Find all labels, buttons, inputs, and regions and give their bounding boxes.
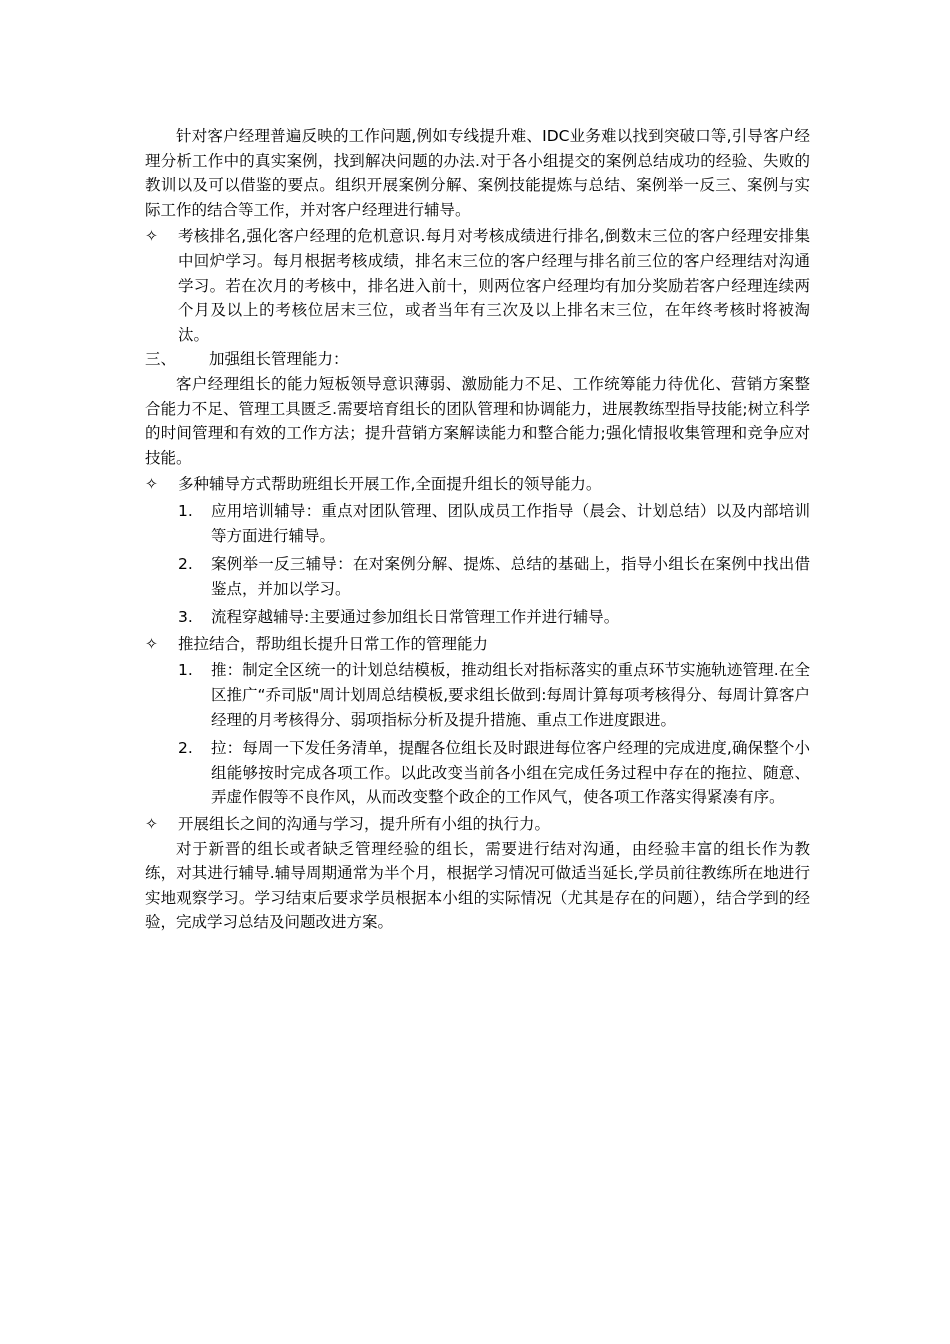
- bullet-text: 推拉结合，帮助组长提升日常工作的管理能力: [178, 634, 489, 653]
- list-text: 推：制定全区统一的计划总结模板，推动组长对指标落实的重点环节实施轨迹管理.在全区推广“乔司版"周计划周总结模板,要求组长做到:每周计算每项考核得分、每周计算客户经理的月考核得分、弱项指标分析及提升措施、重点工作进度跟进。: [211, 661, 810, 729]
- bullet-text: 考核排名,强化客户经理的危机意识.每月对考核成绩进行排名,倒数末三位的客户经理安排集中回炉学习。每月根据考核成绩，排名末三位的客户经理与排名前三位的客户经理结对沟通学习。若在次月的考核中，排名进入前十，则两位客户经理均有加分奖励若客户经理连续两个月及以上的考核位居末三位，或者当年有三次及以上排名末三位，在年终考核时将被淘汰。: [178, 227, 810, 344]
- list-text: 流程穿越辅导:主要通过参加组长日常管理工作并进行辅导。: [211, 608, 620, 627]
- paragraph-leader-ability: 客户经理组长的能力短板领导意识薄弱、激励能力不足、工作统筹能力待优化、营销方案整合能力不足、管理工具匮乏.需要培育组长的团队管理和协调能力，进展教练型指导技能;树立科学的时间管理和有效的工作方法；提升营销方案解读能力和整合能力;强化情报收集管理和竞争应对技能。: [145, 374, 810, 467]
- paragraph-pairing: 对于新晋的组长或者缺乏管理经验的组长，需要进行结对沟通，由经验丰富的组长作为教练，对其进行辅导.辅导周期通常为半个月，根据学习情况可做适当延长,学员前往教练所在地进行实地观察学习。学习结束后要求学员根据本小组的实际情况（尤其是存在的问题），结合学到的经验，完成学习总结及问题改进方案。: [145, 839, 810, 932]
- list-text: 案例举一反三辅导：在对案例分解、提炼、总结的基础上，指导小组长在案例中找出借鉴点，并加以学习。: [211, 555, 810, 598]
- list-number: 1.: [178, 661, 193, 680]
- list-text: 应用培训辅导：重点对团队管理、团队成员工作指导（晨会、计划总结）以及内部培训等方面进行辅导。: [211, 501, 810, 545]
- diamond-bullet-icon: ✧: [145, 634, 158, 653]
- diamond-bullet-icon: ✧: [145, 475, 158, 494]
- bullet-text: 多种辅导方式帮助班组长开展工作,全面提升组长的领导能力。: [178, 475, 602, 494]
- list-number: 2.: [178, 739, 193, 758]
- list-number: 1.: [178, 501, 193, 520]
- list-text: 拉：每周一下发任务清单，提醒各位组长及时跟进每位客户经理的完成进度,确保整个小组能够按时完成各项工作。以此改变当前各小组在完成任务过程中存在的拖拉、随意、弄虚作假等不良作风，从而改变整个政企的工作风气，使各项工作落实得紧凑有序。: [211, 739, 810, 807]
- section-title: 加强组长管理能力：: [209, 350, 349, 369]
- list-item: [145, 499, 810, 548]
- diamond-bullet-icon: ✧: [145, 227, 158, 246]
- section-number: 三、: [145, 350, 177, 369]
- bullet-text: 开展组长之间的沟通与学习，提升所有小组的执行力。: [178, 815, 551, 834]
- bullet-item-communication: [145, 812, 810, 837]
- bullet-item-ranking: [145, 224, 810, 347]
- list-number: 2.: [178, 555, 193, 574]
- bullet-item-coaching: [145, 472, 810, 497]
- list-item: [145, 552, 810, 601]
- bullet-item-push-pull: [145, 632, 810, 657]
- list-item: [145, 658, 810, 732]
- list-number: 3.: [178, 608, 193, 627]
- paragraph-case-analysis: 针对客户经理普遍反映的工作问题,例如专线提升难、IDC业务难以找到突破口等,引导客户经理分析工作中的真实案例，找到解决问题的办法.对于各小组提交的案例总结成功的经验、失败的教训以及可以借鉴的要点。组织开展案例分解、案例技能提炼与总结、案例举一反三、案例与实际工作的结合等工作，并对客户经理进行辅导。: [145, 127, 810, 219]
- list-item: [145, 736, 810, 810]
- list-item: [145, 605, 810, 630]
- document-body: [145, 124, 810, 935]
- diamond-bullet-icon: ✧: [145, 815, 158, 834]
- section-heading-3: [145, 347, 810, 372]
